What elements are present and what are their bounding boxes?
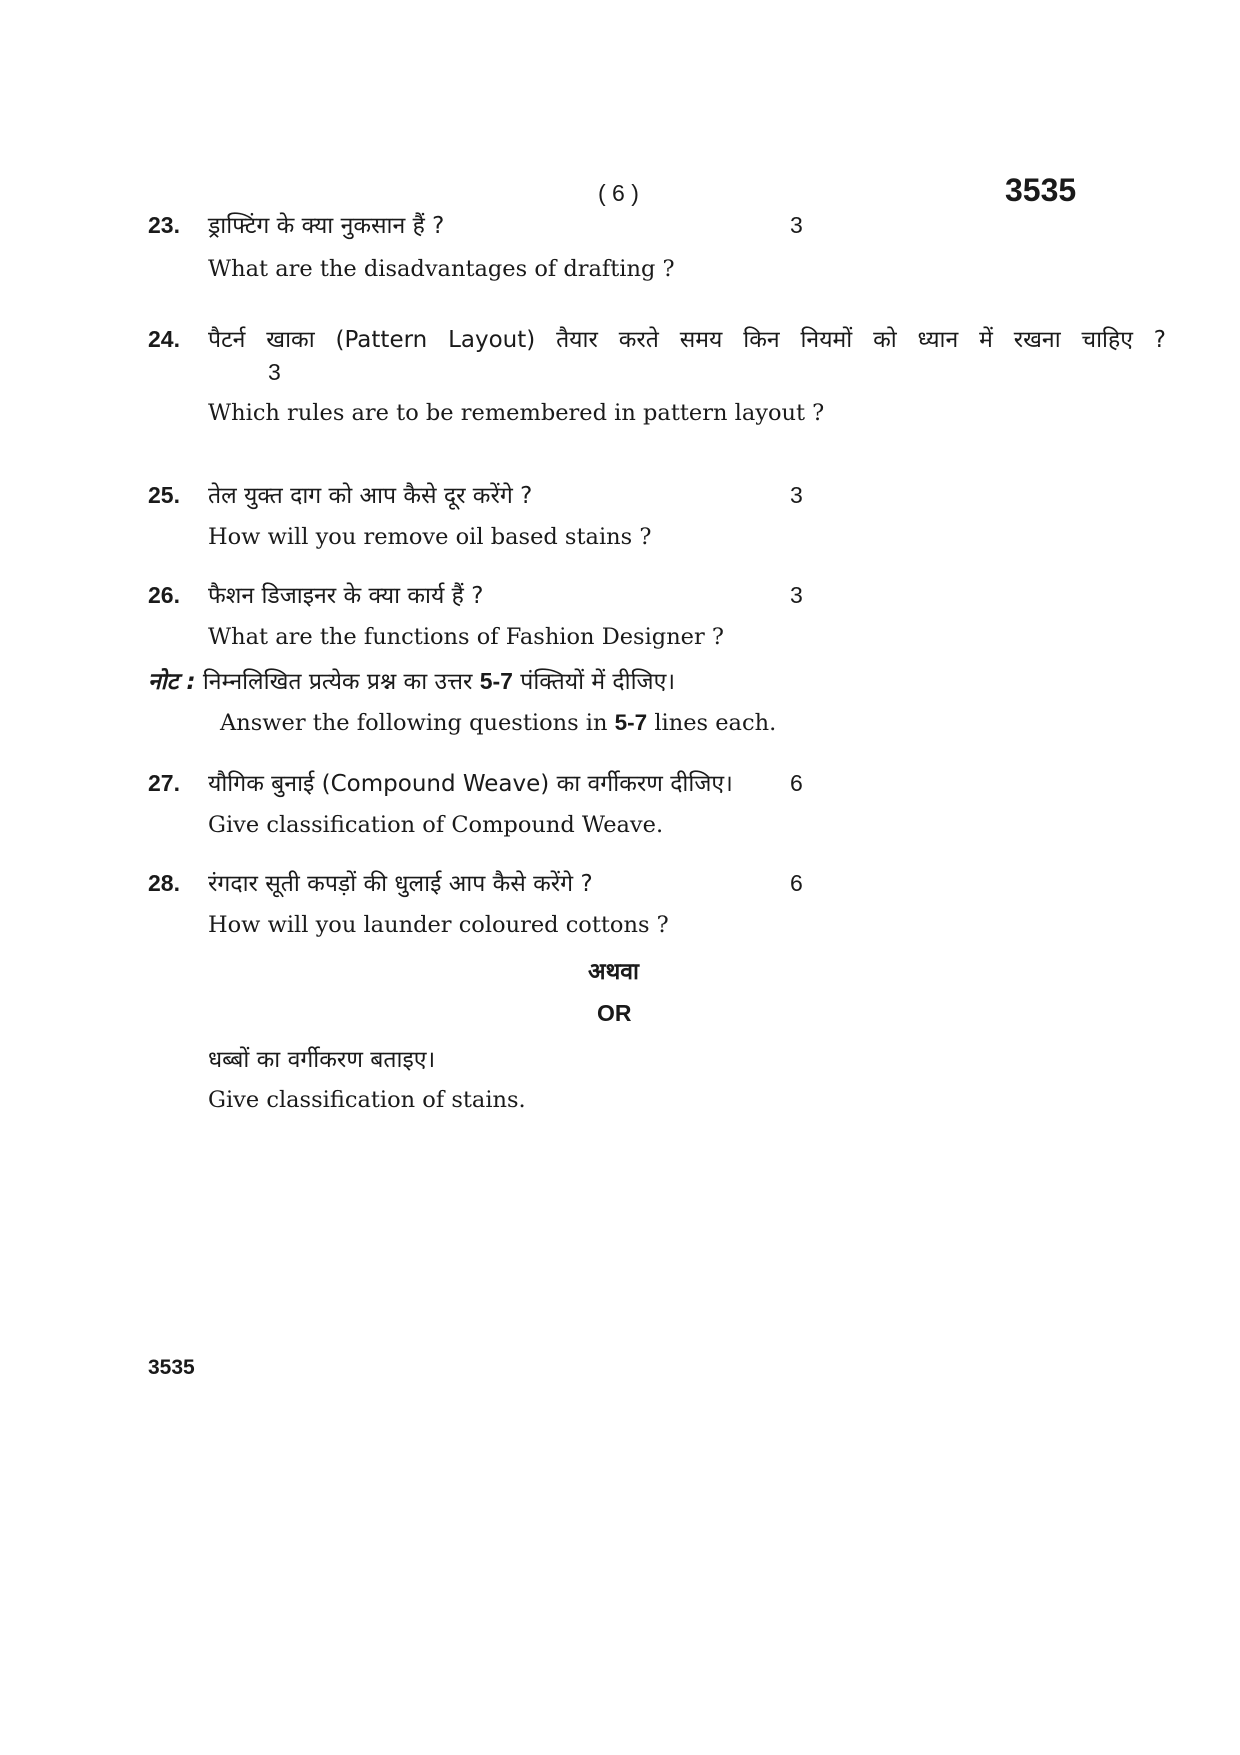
question-marks: 3 xyxy=(790,582,803,608)
note-english-before: Answer the following questions in xyxy=(220,710,608,736)
note-hindi-before: निम्नलिखित प्रत्येक प्रश्न का उत्तर xyxy=(202,669,473,695)
question-english: What are the disadvantages of drafting ? xyxy=(208,256,675,282)
note-english-after: lines each. xyxy=(654,710,777,736)
question-hindi: रंगदार सूती कपड़ों की धुलाई आप कैसे करेंगे ? xyxy=(208,871,593,897)
or-hindi: अथवा xyxy=(588,959,640,985)
note-label: नोट : xyxy=(148,669,196,695)
question-number: 27. xyxy=(148,770,180,796)
question-marks: 3 xyxy=(790,482,803,508)
question-marks: 6 xyxy=(790,870,803,896)
question-hindi: फैशन डिजाइनर के क्या कार्य हैं ? xyxy=(208,583,484,609)
question-hindi: तेल युक्त दाग को आप कैसे दूर करेंगे ? xyxy=(208,483,533,509)
note-hindi-after: पंक्तियों में दीजिए। xyxy=(520,669,676,695)
question-hindi: यौगिक बुनाई (Compound Weave) का वर्गीकरण दीजिए। xyxy=(208,771,733,797)
question-number: 24. xyxy=(148,326,180,352)
question-english: How will you launder coloured cottons ? xyxy=(208,912,669,938)
question-marks: 3 xyxy=(790,212,803,238)
question-english: Which rules are to be remembered in pattern layout ? xyxy=(208,400,825,426)
question-number: 28. xyxy=(148,870,180,896)
question-english: How will you remove oil based stains ? xyxy=(208,524,652,550)
question-marks: 6 xyxy=(790,770,803,796)
question-marks: 3 xyxy=(268,359,281,385)
or-english: OR xyxy=(597,1000,632,1026)
alternative-question-hindi: धब्बों का वर्गीकरण बताइए। xyxy=(208,1047,436,1073)
question-hindi: ड्राफ्टिंग के क्या नुकसान हैं ? xyxy=(208,213,445,239)
note-english xyxy=(220,710,776,736)
paper-code-bottom: 3535 xyxy=(148,1356,195,1379)
question-hindi: पैटर्न खाका (Pattern Layout) तैयार करते समय किन नियमों को ध्यान में रखना चाहिए ? xyxy=(208,327,1166,353)
question-number: 23. xyxy=(148,212,180,238)
question-english: Give classification of Compound Weave. xyxy=(208,812,664,838)
note-hindi xyxy=(148,664,675,696)
paper-code-top: 3535 xyxy=(1005,172,1077,208)
question-english: What are the functions of Fashion Designer ? xyxy=(208,624,724,650)
alternative-question-english: Give classification of stains. xyxy=(208,1087,526,1113)
page-number: ( 6 ) xyxy=(598,180,639,206)
question-number: 25. xyxy=(148,482,180,508)
note-range: 5-7 xyxy=(479,668,513,694)
question-number: 26. xyxy=(148,582,180,608)
note-range-english: 5-7 xyxy=(614,710,648,735)
